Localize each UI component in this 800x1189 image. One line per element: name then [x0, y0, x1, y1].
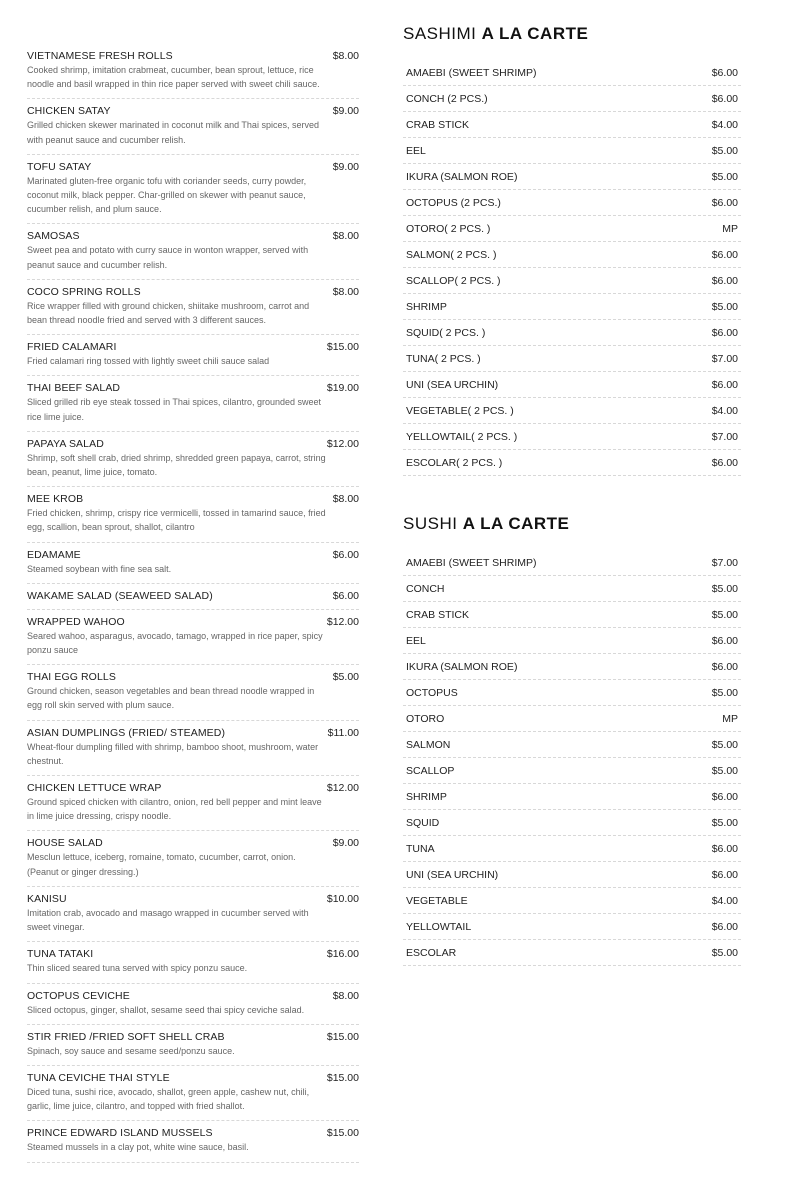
sushi-row — [403, 576, 741, 602]
sashimi-item-price: $4.00 — [711, 404, 738, 417]
sushi-item-name: TUNA — [406, 842, 435, 855]
sashimi-title: SASHIMI A LA CARTE — [403, 24, 589, 43]
menu-item — [27, 1066, 359, 1121]
menu-item — [27, 280, 359, 335]
menu-item-description: Fried chicken, shrimp, crispy rice vermicelli, tossed in tamarind sauce, fried egg, scallion, bean sprout, shallot, cilantro — [27, 508, 326, 533]
sushi-item-price: $5.00 — [711, 764, 738, 777]
menu-item-name: CHICKEN SATAY — [27, 105, 111, 118]
sushi-row — [403, 914, 741, 940]
menu-item-name: TUNA CEVICHE THAI STYLE — [27, 1071, 170, 1084]
sashimi-row — [403, 164, 741, 190]
sashimi-item-name: AMAEBI (SWEET SHRIMP) — [406, 66, 537, 79]
sashimi-item-name: SQUID( 2 PCS. ) — [406, 326, 486, 339]
sashimi-item-name: SHRIMP — [406, 300, 447, 313]
menu-item-name: HOUSE SALAD — [27, 837, 103, 850]
menu-item-name: WAKAME SALAD (SEAWEED SALAD) — [27, 589, 213, 602]
menu-item-price: $19.00 — [326, 382, 359, 395]
menu-item-description: Steamed soybean with fine sea salt. — [27, 563, 172, 574]
sushi-item-price: $5.00 — [711, 816, 738, 829]
sashimi-item-name: VEGETABLE( 2 PCS. ) — [406, 404, 514, 417]
menu-item-description: Mesclun lettuce, iceberg, romaine, tomato, cucumber, carrot, onion. (Peanut or ginger dressing.) — [27, 852, 296, 877]
sashimi-row — [403, 320, 741, 346]
sashimi-row — [403, 60, 741, 86]
sushi-row — [403, 628, 741, 654]
menu-item-price: $15.00 — [326, 1030, 359, 1043]
sashimi-row — [403, 398, 741, 424]
sushi-row — [403, 862, 741, 888]
sashimi-item-name: EEL — [406, 144, 426, 157]
menu-item-price: $11.00 — [327, 726, 359, 739]
menu-item — [27, 155, 359, 225]
sushi-item-price: $4.00 — [711, 894, 738, 907]
menu-item-description: Sliced octopus, ginger, shallot, sesame seed thai spicy ceviche salad. — [27, 1004, 305, 1015]
sushi-item-name: OCTOPUS — [406, 686, 458, 699]
menu-item — [27, 335, 359, 376]
sashimi-row — [403, 450, 741, 476]
sashimi-list — [403, 60, 741, 476]
sushi-row — [403, 654, 741, 680]
sushi-item-name: AMAEBI (SWEET SHRIMP) — [406, 556, 537, 569]
menu-item-name: EDAMAME — [27, 548, 81, 561]
menu-item-description: Wheat-flour dumpling filled with shrimp, bamboo shoot, mushroom, water chestnut. — [27, 741, 319, 766]
menu-item-price: $6.00 — [332, 589, 359, 602]
sashimi-item-price: $6.00 — [711, 248, 738, 261]
sashimi-item-name: OTORO( 2 PCS. ) — [406, 222, 491, 235]
menu-item-price: $9.00 — [332, 837, 359, 850]
menu-item-price: $8.00 — [332, 493, 359, 506]
sushi-item-name: SCALLOP — [406, 764, 455, 777]
sushi-row — [403, 680, 741, 706]
sashimi-section — [403, 24, 741, 476]
sashimi-row — [403, 424, 741, 450]
sashimi-item-price: MP — [722, 222, 738, 235]
menu-item-name: PRINCE EDWARD ISLAND MUSSELS — [27, 1127, 213, 1140]
sashimi-item-price: $6.00 — [711, 274, 738, 287]
sushi-item-name: VEGETABLE — [406, 894, 468, 907]
sushi-list — [403, 550, 741, 966]
sushi-item-name: UNI (SEA URCHIN) — [406, 868, 499, 881]
sushi-item-price: $5.00 — [711, 608, 738, 621]
sashimi-row — [403, 190, 741, 216]
sushi-item-price: $5.00 — [711, 582, 738, 595]
sashimi-item-name: CRAB STICK — [406, 118, 470, 131]
sushi-item-price: $6.00 — [711, 920, 738, 933]
menu-item — [27, 432, 359, 487]
sashimi-item-name: YELLOWTAIL( 2 PCS. ) — [406, 430, 518, 443]
menu-item-description: Marinated gluten-free organic tofu with coriander seeds, curry powder, coconut milk, black pepper. Char-grilled on skewer with peanut sauce, cucumber relish, and plum sauce. — [27, 175, 307, 215]
menu-item-price: $8.00 — [332, 230, 359, 243]
menu-item-name: SAMOSAS — [27, 230, 80, 243]
menu-item-name: ASIAN DUMPLINGS (FRIED/ STEAMED) — [27, 726, 226, 739]
sushi-item-name: YELLOWTAIL — [406, 920, 472, 933]
menu-item-description: Spinach, soy sauce and sesame seed/ponzu sauce. — [27, 1045, 235, 1056]
menu-item-description: Steamed mussels in a clay pot, white wine sauce, basil. — [27, 1142, 249, 1153]
menu-item-name: COCO SPRING ROLLS — [27, 285, 141, 298]
sushi-item-price: $6.00 — [711, 790, 738, 803]
sashimi-row — [403, 268, 741, 294]
menu-item-name: VIETNAMESE FRESH ROLLS — [27, 50, 173, 62]
sushi-item-price: $5.00 — [711, 738, 738, 751]
sashimi-row — [403, 242, 741, 268]
menu-item-name: CHICKEN LETTUCE WRAP — [27, 782, 162, 795]
sashimi-item-price: $7.00 — [711, 430, 738, 443]
sushi-item-name: CONCH — [406, 582, 445, 595]
menu-item — [27, 776, 359, 831]
appetizer-list — [27, 44, 359, 1163]
menu-item-name: STIR FRIED /FRIED SOFT SHELL CRAB — [27, 1030, 225, 1043]
menu-item-price: $8.00 — [332, 989, 359, 1002]
sashimi-item-name: CONCH (2 PCS.) — [406, 92, 488, 105]
menu-item — [27, 665, 359, 720]
sashimi-item-price: $6.00 — [711, 378, 738, 391]
menu-item-price: $9.00 — [332, 160, 359, 173]
sushi-row — [403, 602, 741, 628]
sushi-item-price: $6.00 — [711, 634, 738, 647]
sushi-item-price: $5.00 — [711, 946, 738, 959]
menu-item-name: THAI BEEF SALAD — [27, 382, 121, 395]
menu-item-description: Imitation crab, avocado and masago wrapped in cucumber served with sweet vinegar. — [27, 907, 309, 933]
sushi-row — [403, 706, 741, 732]
menu-item-name: OCTOPUS CEVICHE — [27, 989, 130, 1002]
menu-item-price: $12.00 — [326, 782, 359, 795]
menu-item — [27, 584, 359, 610]
menu-item-name: TUNA TATAKI — [27, 948, 94, 961]
sashimi-item-name: UNI (SEA URCHIN) — [406, 378, 499, 391]
menu-item-price: $8.00 — [332, 50, 359, 62]
sushi-row — [403, 836, 741, 862]
sashimi-item-price: $6.00 — [711, 92, 738, 105]
menu-item — [27, 610, 359, 665]
menu-item-price: $15.00 — [326, 341, 359, 354]
menu-item-description: Cooked shrimp, imitation crabmeat, cucumber, bean sprout, lettuce, rice noodle and basil wrapped in thin rice paper served with sweet chili sauce. — [27, 65, 320, 90]
menu-item-name: KANISU — [27, 892, 67, 905]
menu-item-name: MEE KROB — [27, 493, 84, 506]
sushi-item-name: CRAB STICK — [406, 608, 470, 621]
sashimi-row — [403, 138, 741, 164]
menu-item-description: Ground spiced chicken with cilantro, onion, red bell pepper and mint leave in lime juice dressing, crispy noodle. — [27, 797, 322, 822]
sushi-item-name: ESCOLAR — [406, 946, 457, 959]
sashimi-item-name: IKURA (SALMON ROE) — [406, 170, 518, 183]
menu-item — [27, 984, 359, 1025]
sashimi-item-price: $4.00 — [711, 118, 738, 131]
menu-item-description: Diced tuna, sushi rice, avocado, shallot, green apple, cashew nut, chili, garlic, lime juice, cilantro, and topped with fried shallot. — [27, 1086, 310, 1112]
menu-item-description: Grilled chicken skewer marinated in coconut milk and Thai spices, served with peanut sauce and cucumber relish. — [27, 120, 319, 145]
menu-item — [27, 543, 359, 584]
menu-item-price: $12.00 — [326, 437, 359, 450]
menu-item-name: THAI EGG ROLLS — [27, 671, 116, 684]
sushi-section — [403, 514, 741, 966]
sushi-item-price: $6.00 — [711, 660, 738, 673]
sushi-title: SUSHI A LA CARTE — [403, 514, 570, 533]
menu-item-name: FRIED CALAMARI — [27, 341, 117, 354]
sushi-item-name: IKURA (SALMON ROE) — [406, 660, 518, 673]
menu-item-price: $9.00 — [332, 105, 359, 118]
sushi-row — [403, 758, 741, 784]
sushi-item-price: $6.00 — [711, 868, 738, 881]
menu-item-price: $6.00 — [332, 548, 359, 561]
sushi-item-name: SALMON — [406, 738, 451, 751]
sashimi-item-price: $6.00 — [711, 66, 738, 79]
menu-item-description: Sliced grilled rib eye steak tossed in Thai spices, cilantro, grounded sweet rice lime juice. — [27, 397, 321, 422]
menu-item-price: $12.00 — [326, 615, 359, 628]
menu-item-name: TOFU SATAY — [27, 160, 92, 173]
sushi-item-name: SHRIMP — [406, 790, 447, 803]
sushi-item-price: $6.00 — [711, 842, 738, 855]
menu-item-price: $15.00 — [326, 1127, 359, 1140]
sushi-item-name: OTORO — [406, 712, 445, 725]
menu-item — [27, 887, 359, 942]
menu-item-description: Ground chicken, season vegetables and bean thread noodle wrapped in egg roll skin served with plum sauce. — [27, 686, 315, 711]
sushi-item-price: $5.00 — [711, 686, 738, 699]
sashimi-item-name: TUNA( 2 PCS. ) — [406, 352, 481, 365]
sashimi-item-price: $5.00 — [711, 300, 738, 313]
menu-item — [27, 224, 359, 279]
sushi-row — [403, 810, 741, 836]
menu-item — [27, 99, 359, 154]
sushi-row — [403, 784, 741, 810]
sashimi-row — [403, 86, 741, 112]
menu-item-price: $5.00 — [332, 671, 359, 684]
menu-item — [27, 721, 359, 776]
sushi-row — [403, 940, 741, 966]
menu-item — [27, 831, 359, 886]
menu-item-price: $15.00 — [326, 1071, 359, 1084]
menu-item-description: Fried calamari ring tossed with lightly sweet chili sauce salad — [27, 356, 270, 367]
menu-item-price: $8.00 — [332, 285, 359, 298]
sashimi-row — [403, 372, 741, 398]
sashimi-item-price: $5.00 — [711, 170, 738, 183]
sushi-item-price: MP — [722, 712, 738, 725]
sushi-item-name: SQUID — [406, 816, 440, 829]
menu-item — [27, 1025, 359, 1066]
sushi-item-price: $7.00 — [711, 556, 738, 569]
menu-item — [27, 376, 359, 431]
sashimi-item-price: $7.00 — [711, 352, 738, 365]
sashimi-item-name: SCALLOP( 2 PCS. ) — [406, 274, 501, 287]
sushi-row — [403, 888, 741, 914]
sashimi-row — [403, 112, 741, 138]
sashimi-item-name: ESCOLAR( 2 PCS. ) — [406, 456, 503, 469]
menu-item-description: Sweet pea and potato with curry sauce in wonton wrapper, served with peanut sauce and cucumber relish. — [27, 245, 309, 270]
sashimi-item-name: OCTOPUS (2 PCS.) — [406, 196, 501, 209]
sushi-row — [403, 550, 741, 576]
menu-item-description: Shrimp, soft shell crab, dried shrimp, shredded green papaya, carrot, string bean, peanut, lime juice, tomato. — [27, 452, 326, 478]
sashimi-item-price: $6.00 — [711, 326, 738, 339]
menu-item-name: PAPAYA SALAD — [27, 437, 104, 450]
sashimi-item-price: $6.00 — [711, 456, 738, 469]
menu-item-name: WRAPPED WAHOO — [27, 615, 125, 628]
menu-item — [27, 1121, 359, 1162]
sashimi-item-name: SALMON( 2 PCS. ) — [406, 248, 497, 261]
menu-item — [27, 44, 359, 99]
sushi-item-name: EEL — [406, 634, 426, 647]
sashimi-row — [403, 294, 741, 320]
menu-item-price: $10.00 — [326, 892, 359, 905]
sushi-row — [403, 732, 741, 758]
sashimi-row — [403, 346, 741, 372]
menu-item — [27, 487, 359, 542]
sashimi-row — [403, 216, 741, 242]
menu-item-description: Rice wrapper filled with ground chicken, shiitake mushroom, carrot and bean thread noodle fried and served with 3 different sauces. — [27, 300, 310, 326]
sashimi-item-price: $6.00 — [711, 196, 738, 209]
menu-item-description: Seared wahoo, asparagus, avocado, tamago, wrapped in rice paper, spicy ponzu sauce — [27, 630, 323, 656]
menu-item — [27, 942, 359, 983]
sashimi-item-price: $5.00 — [711, 144, 738, 157]
menu-item-price: $16.00 — [326, 948, 359, 961]
menu-item-description: Thin sliced seared tuna served with spicy ponzu sauce. — [27, 963, 248, 974]
